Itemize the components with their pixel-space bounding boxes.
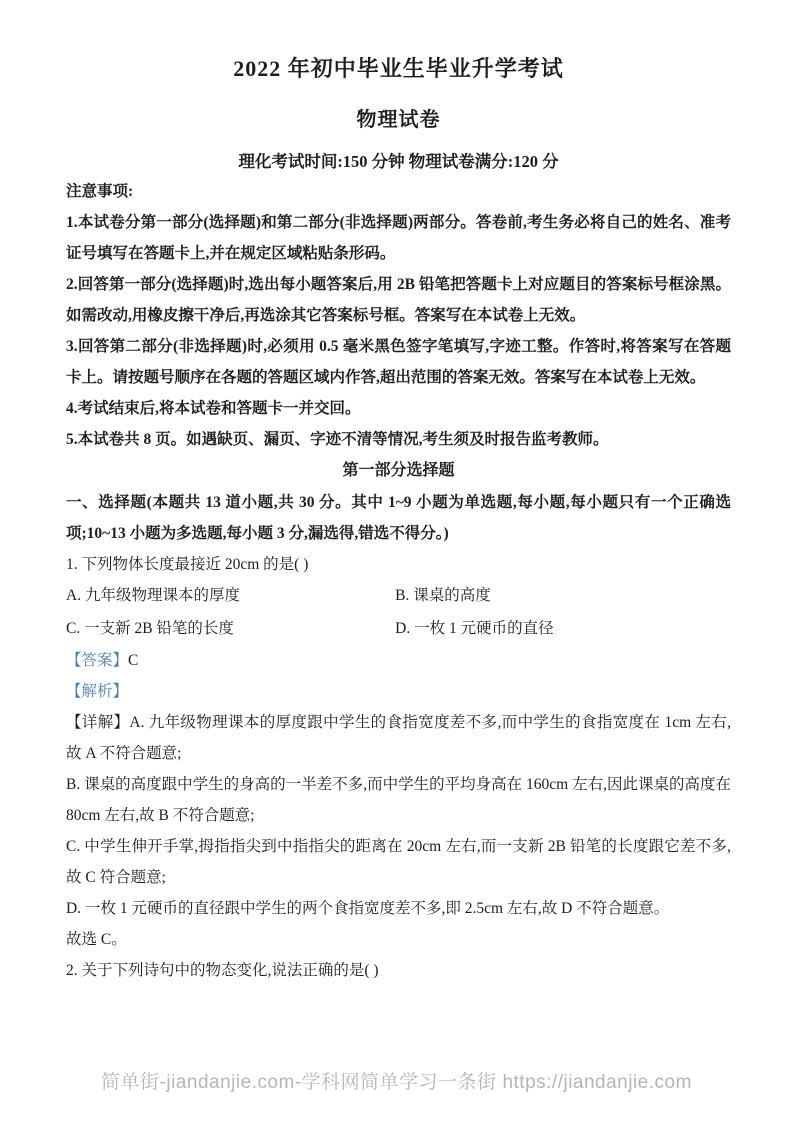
notice-item-1: 1.本试卷分第一部分(选择题)和第二部分(非选择题)两部分。答卷前,考生务必将自己的姓名、准考证号填写在答题卡上,并在规定区域粘贴条形码。 [66,214,731,262]
exam-title: 2022 年初中毕业生毕业升学考试 [233,56,564,81]
option-a: A. 九年级物理课本的厚度 [66,587,240,604]
answer-label: 【答案】 [66,652,129,670]
notice-item-5: 5.本试卷共 8 页。如遇缺页、漏页、字迹不清等情况,考生须及时报告监考教师。 [66,431,609,448]
analysis-line [66,676,731,707]
detail-conclusion: 故选 C。 [66,931,127,949]
detail-text-a: A. 九年级物理课本的厚度跟中学生的食指宽度差不多,而中学生的食指宽度在 1cm 左右,故 A 不符合题意; [66,714,731,763]
notice-item-2: 2.回答第一部分(选择题)时,选出每小题答案后,用 2B 铅笔把答题卡上对应题目的答案标号框涂黑。如需改动,用橡皮擦干净后,再选涂其它答案标号框。答案写在本试卷上无效。 [66,276,731,324]
watermark-footer: 简单街-jiandanjie.com-学科网简单学习一条街 https://jiandanjie.com [101,1072,692,1093]
option-d: D. 一枚 1 元硬币的直径 [395,619,554,637]
detail-paragraph-b: B. 课桌的高度跟中学生的身高的一半差不多,而中学生的平均身高在 160cm 左右,因此课桌的高度在 80cm 左右,故 B 不符合题意; [66,776,731,825]
question-1-stem: 1. 下列物体长度最接近 20cm 的是( ) [66,556,309,573]
notice-heading: 注意事项: [66,183,134,200]
answer-line [66,645,731,676]
notice-item-4: 4.考试结束后,将本试卷和答题卡一并交回。 [66,400,361,417]
question-1-options [66,580,731,645]
detail-label: 【详解】 [66,714,130,732]
option-c: C. 一支新 2B 铅笔的长度 [66,619,234,637]
detail-paragraph-c: C. 中学生伸开手掌,拇指指尖到中指指尖的距离在 20cm 左右,而一支新 2B 铅笔的长度跟它差不多,故 C 符合题意; [66,838,731,887]
answer-value: C [128,652,139,670]
notice-item-3: 3.回答第二部分(非选择题)时,必须用 0.5 毫米黑色签字笔填写,字迹工整。作答时,将答案写在答题卡上。请按题号顺序在各题的答题区域内作答,超出范围的答案无效。答案写在本试卷上无效。 [66,338,731,386]
question-2-stem: 2. 关于下列诗句中的物态变化,说法正确的是( ) [66,962,379,980]
detail-paragraph-a [66,707,731,769]
detail-paragraph-d: D. 一枚 1 元硬币的直径跟中学生的两个食指宽度差不多,即 2.5cm 左右,故 D 不符合题意。 [66,900,670,918]
option-b: B. 课桌的高度 [395,587,491,604]
analysis-label: 【解析】 [66,683,129,701]
section-heading: 第一部分选择题 [342,462,455,479]
paper-title: 物理试卷 [356,109,441,131]
section-intro: 一、选择题(本题共 13 道小题,共 30 分。其中 1~9 小题为单选题,每小题,每小题只有一个正确选项;10~13 小题为多选题,每小题 3 分,漏选得,错选不得分。) [66,494,731,542]
exam-info-line: 理化考试时间:150 分钟 物理试卷满分:120 分 [238,152,559,171]
